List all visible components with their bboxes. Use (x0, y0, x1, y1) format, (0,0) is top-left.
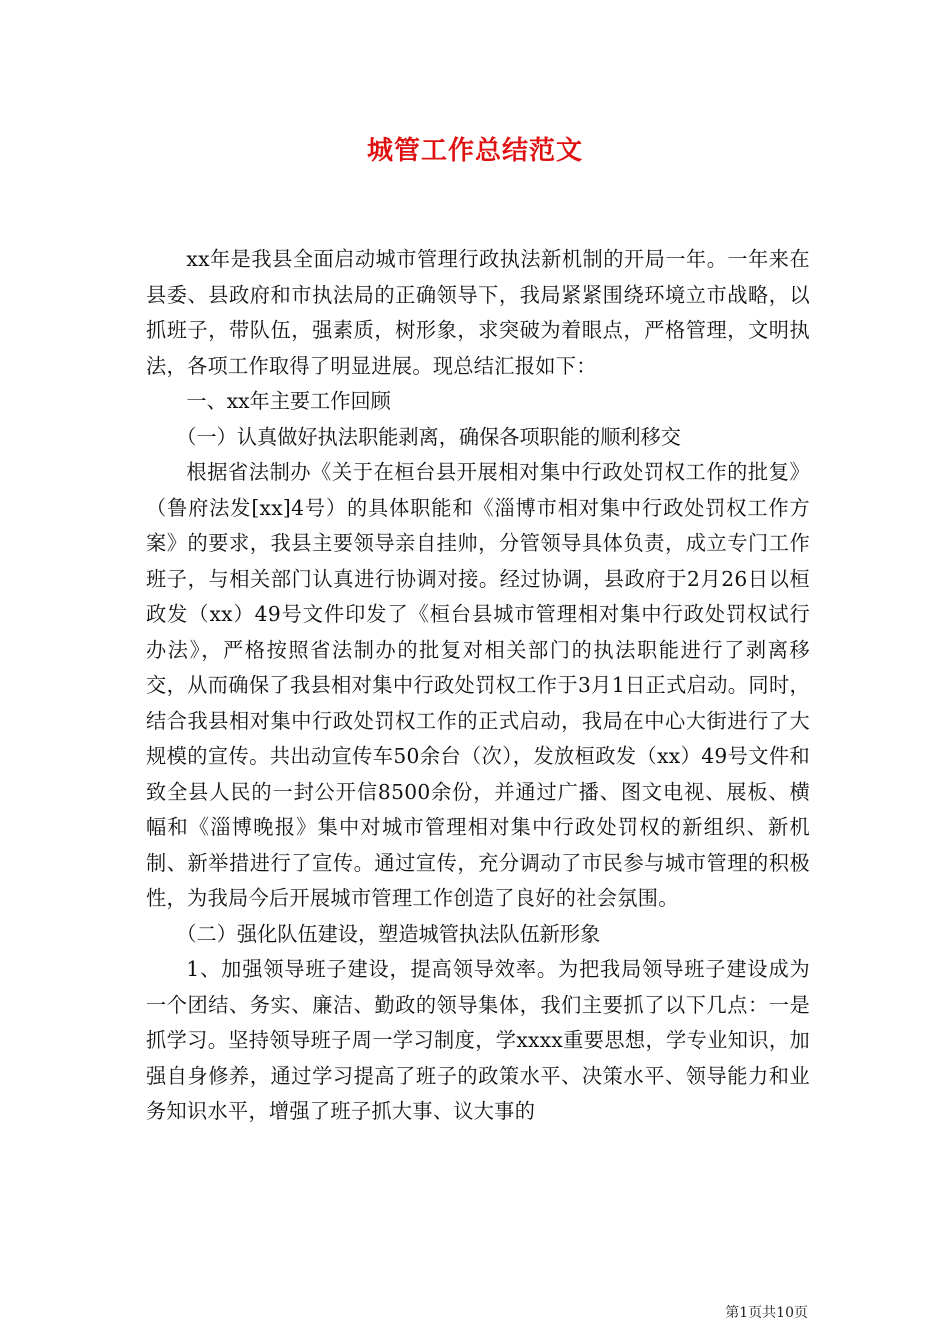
body-paragraph-2: 1、加强领导班子建设，提高领导效率。为把我局领导班子建设成为一个团结、务实、廉洁、勤政的领导集体，我们主要抓了以下几点：一是抓学习。坚持领导班子周一学习制度，学xxxx重要思想，学专业知识，加强自身修养，通过学习提高了班子的政策水平、决策水平、领导能力和业务知识水平，增强了班子抓大事、议大事的 (146, 957, 810, 1123)
page-title: 城管工作总结范文 (366, 136, 583, 166)
document-body (146, 242, 810, 1130)
section-heading-1: 一、xx年主要工作回顾 (186, 389, 391, 413)
body-paragraph-1: 根据省法制办《关于在桓台县开展相对集中行政处罚权工作的批复》（鲁府法发[xx]4号）的具体职能和《淄博市相对集中行政处罚权工作方案》的要求，我县主要领导亲自挂帅，分管领导具体负责，成立专门工作班子，与相关部门认真进行协调对接。经过协调，县政府于2月26日以桓政发（xx）49号文件印发了《桓台县城市管理相对集中行政处罚权试行办法》，严格按照省法制办的批复对相关部门的执法职能进行了剥离移交，从而确保了我县相对集中行政处罚权工作于3月1日正式启动。同时，结合我县相对集中行政处罚权工作的正式启动，我局在中心大街进行了大规模的宣传。共出动宣传车50余台（次），发放桓政发（xx）49号文件和致全县人民的一封公开信8500余份，并通过广播、图文电视、展板、横幅和《淄博晚报》集中对城市管理相对集中行政处罚权的新组织、新机制、新举措进行了宣传。通过宣传，充分调动了市民参与城市管理的积极性，为我局今后开展城市管理工作创造了良好的社会氛围。 (146, 460, 810, 910)
page-number: 第1页共10页 (725, 1305, 808, 1321)
subsection-heading-1: （一）认真做好执法职能剥离，确保各项职能的顺利移交 (176, 424, 681, 449)
intro-paragraph: xx年是我县全面启动城市管理行政执法新机制的开局一年。一年来在县委、县政府和市执法局的正确领导下，我局紧紧围绕环境立市战略，以抓班子，带队伍，强素质，树形象，求突破为着眼点，严格管理，文明执法，各项工作取得了明显进展。现总结汇报如下： (146, 247, 810, 378)
subsection-heading-2: （二）强化队伍建设，塑造城管执法队伍新形象 (176, 921, 601, 946)
